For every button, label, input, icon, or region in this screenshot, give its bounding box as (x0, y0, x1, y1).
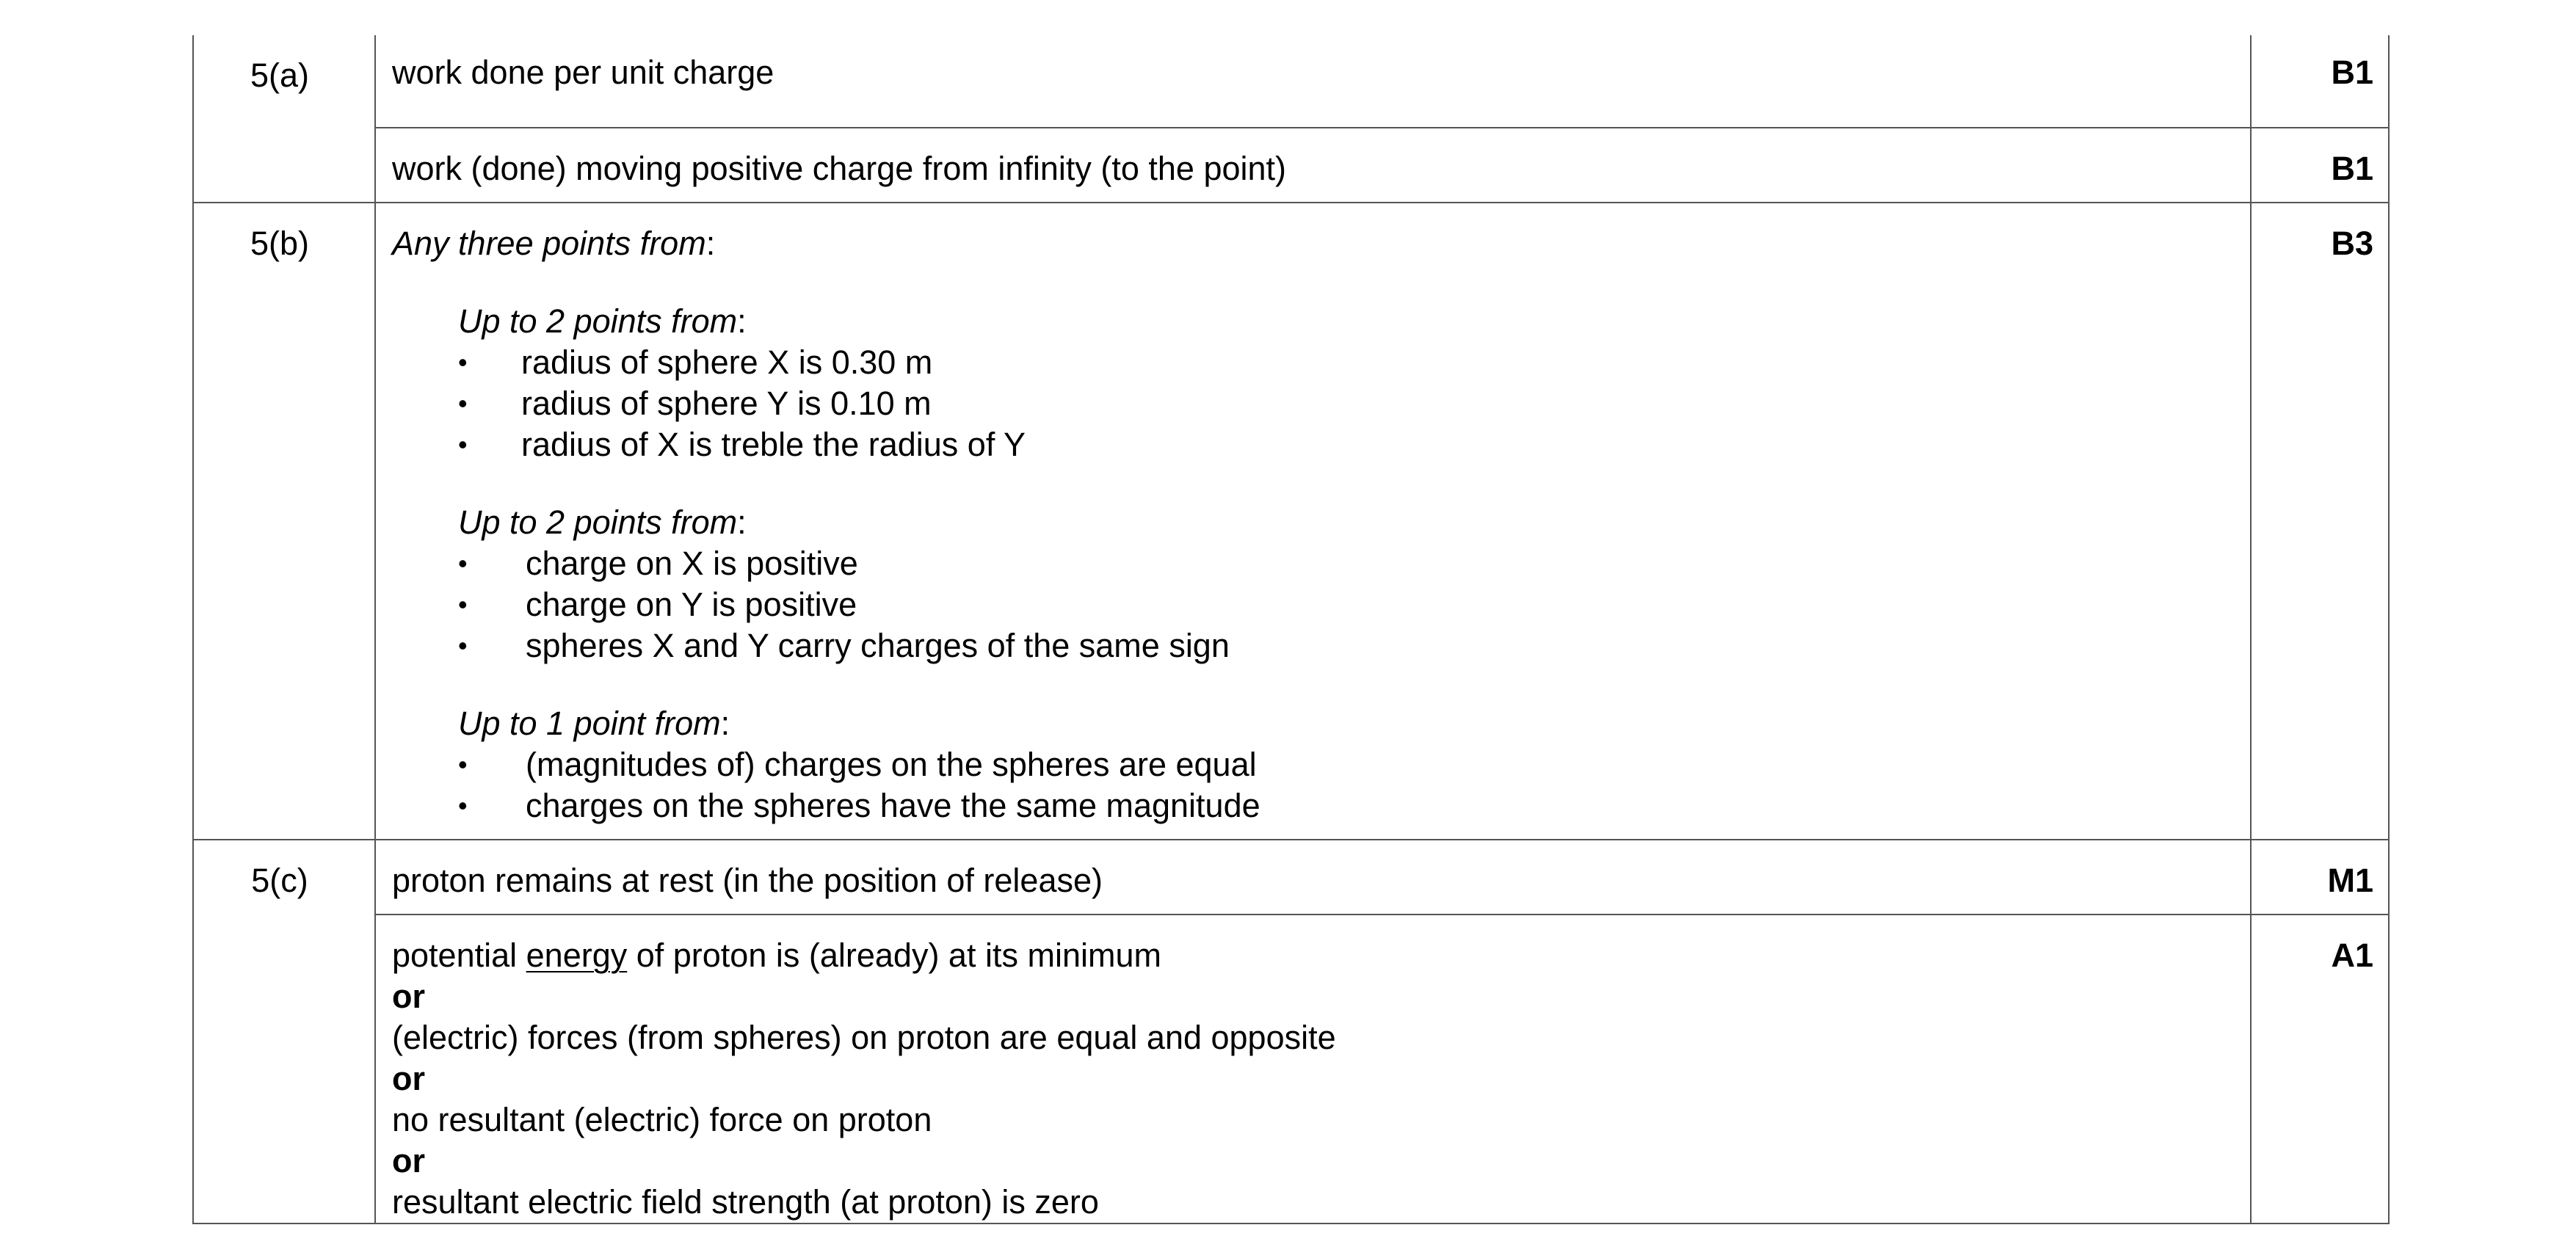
list-item (392, 625, 2235, 666)
table-row (193, 840, 2389, 915)
answer-intro (392, 223, 2235, 264)
intro-italic: Any three points from (392, 225, 706, 262)
group-heading-italic: Up to 2 points from (458, 302, 738, 340)
intro-colon: : (705, 225, 716, 262)
bullet-icon: • (458, 429, 468, 459)
point-text: radius of sphere Y is 0.10 m (521, 385, 932, 422)
answer-text: proton remains at rest (in the position of release) (392, 862, 1103, 899)
mark-code: M1 (2327, 862, 2373, 899)
points-group (392, 703, 2235, 826)
answer-text: work (done) moving positive charge from infinity (to the point) (392, 150, 1287, 187)
mark-cell (2251, 128, 2389, 203)
question-number: 5(c) (251, 862, 308, 899)
bullet-icon: • (458, 388, 468, 418)
question-number: 5(a) (250, 57, 310, 94)
list-item (392, 383, 2235, 424)
bullet-icon: • (458, 630, 468, 661)
mark-code: A1 (2331, 937, 2373, 974)
mark-code: B1 (2331, 150, 2373, 187)
group-heading-colon: : (737, 503, 747, 541)
points-list (392, 342, 2235, 465)
answer-line: no resultant (electric) force on proton (392, 1101, 932, 1138)
question-number-cell (193, 840, 375, 1224)
table-row (193, 203, 2389, 840)
or-separator: or (392, 1060, 425, 1097)
point-text: radius of sphere X is 0.30 m (521, 343, 933, 381)
points-group (392, 301, 2235, 465)
answer-line: (electric) forces (from spheres) on proton are equal and opposite (392, 1019, 1336, 1056)
mark-cell (2251, 840, 2389, 915)
group-heading (392, 301, 2235, 342)
table-row (193, 35, 2389, 128)
group-heading-italic: Up to 2 points from (458, 503, 738, 541)
point-text: radius of X is treble the radius of Y (521, 426, 1026, 463)
list-item (392, 785, 2235, 826)
points-list (392, 744, 2235, 826)
bullet-icon: • (458, 548, 468, 578)
answer-text: potential (392, 937, 526, 974)
list-item (392, 584, 2235, 625)
points-group (392, 502, 2235, 666)
list-item (392, 744, 2235, 785)
group-heading-colon: : (720, 705, 730, 742)
bullet-icon: • (458, 749, 468, 779)
question-number-cell (193, 35, 375, 203)
point-text: (magnitudes of) charges on the spheres are equal (526, 746, 1257, 783)
mark-cell (2251, 35, 2389, 128)
list-item (392, 342, 2235, 383)
list-item (392, 543, 2235, 584)
group-heading (392, 502, 2235, 543)
point-text: spheres X and Y carry charges of the same sign (526, 627, 1230, 664)
answer-cell (375, 35, 2251, 128)
group-heading-italic: Up to 1 point from (458, 705, 721, 742)
bullet-icon: • (458, 347, 468, 377)
or-separator: or (392, 978, 425, 1015)
answer-cell (375, 128, 2251, 203)
mark-cell (2251, 203, 2389, 840)
answer-cell (375, 915, 2251, 1224)
or-separator: or (392, 1142, 425, 1179)
bullet-icon: • (458, 589, 468, 619)
group-heading-colon: : (737, 302, 747, 340)
table-row (193, 915, 2389, 1224)
answer-line: resultant electric field strength (at proton) is zero (392, 1183, 1099, 1221)
list-item (392, 424, 2235, 465)
mark-code: B1 (2331, 54, 2373, 91)
answer-text: work done per unit charge (392, 54, 774, 91)
bullet-icon: • (458, 790, 468, 821)
underlined-keyword: energy (526, 937, 628, 974)
mark-code: B3 (2331, 225, 2373, 262)
group-heading (392, 703, 2235, 744)
answer-cell (375, 840, 2251, 915)
points-list (392, 543, 2235, 666)
question-number: 5(b) (250, 225, 310, 262)
answer-line (392, 935, 2235, 976)
answer-cell (375, 203, 2251, 840)
table-row (193, 128, 2389, 203)
point-text: charge on Y is positive (526, 586, 857, 623)
answer-text: of proton is (already) at its minimum (627, 937, 1161, 974)
mark-scheme-table (192, 35, 2390, 1224)
mark-cell (2251, 915, 2389, 1224)
point-text: charges on the spheres have the same magnitude (526, 787, 1260, 824)
question-number-cell (193, 203, 375, 840)
point-text: charge on X is positive (526, 545, 858, 582)
